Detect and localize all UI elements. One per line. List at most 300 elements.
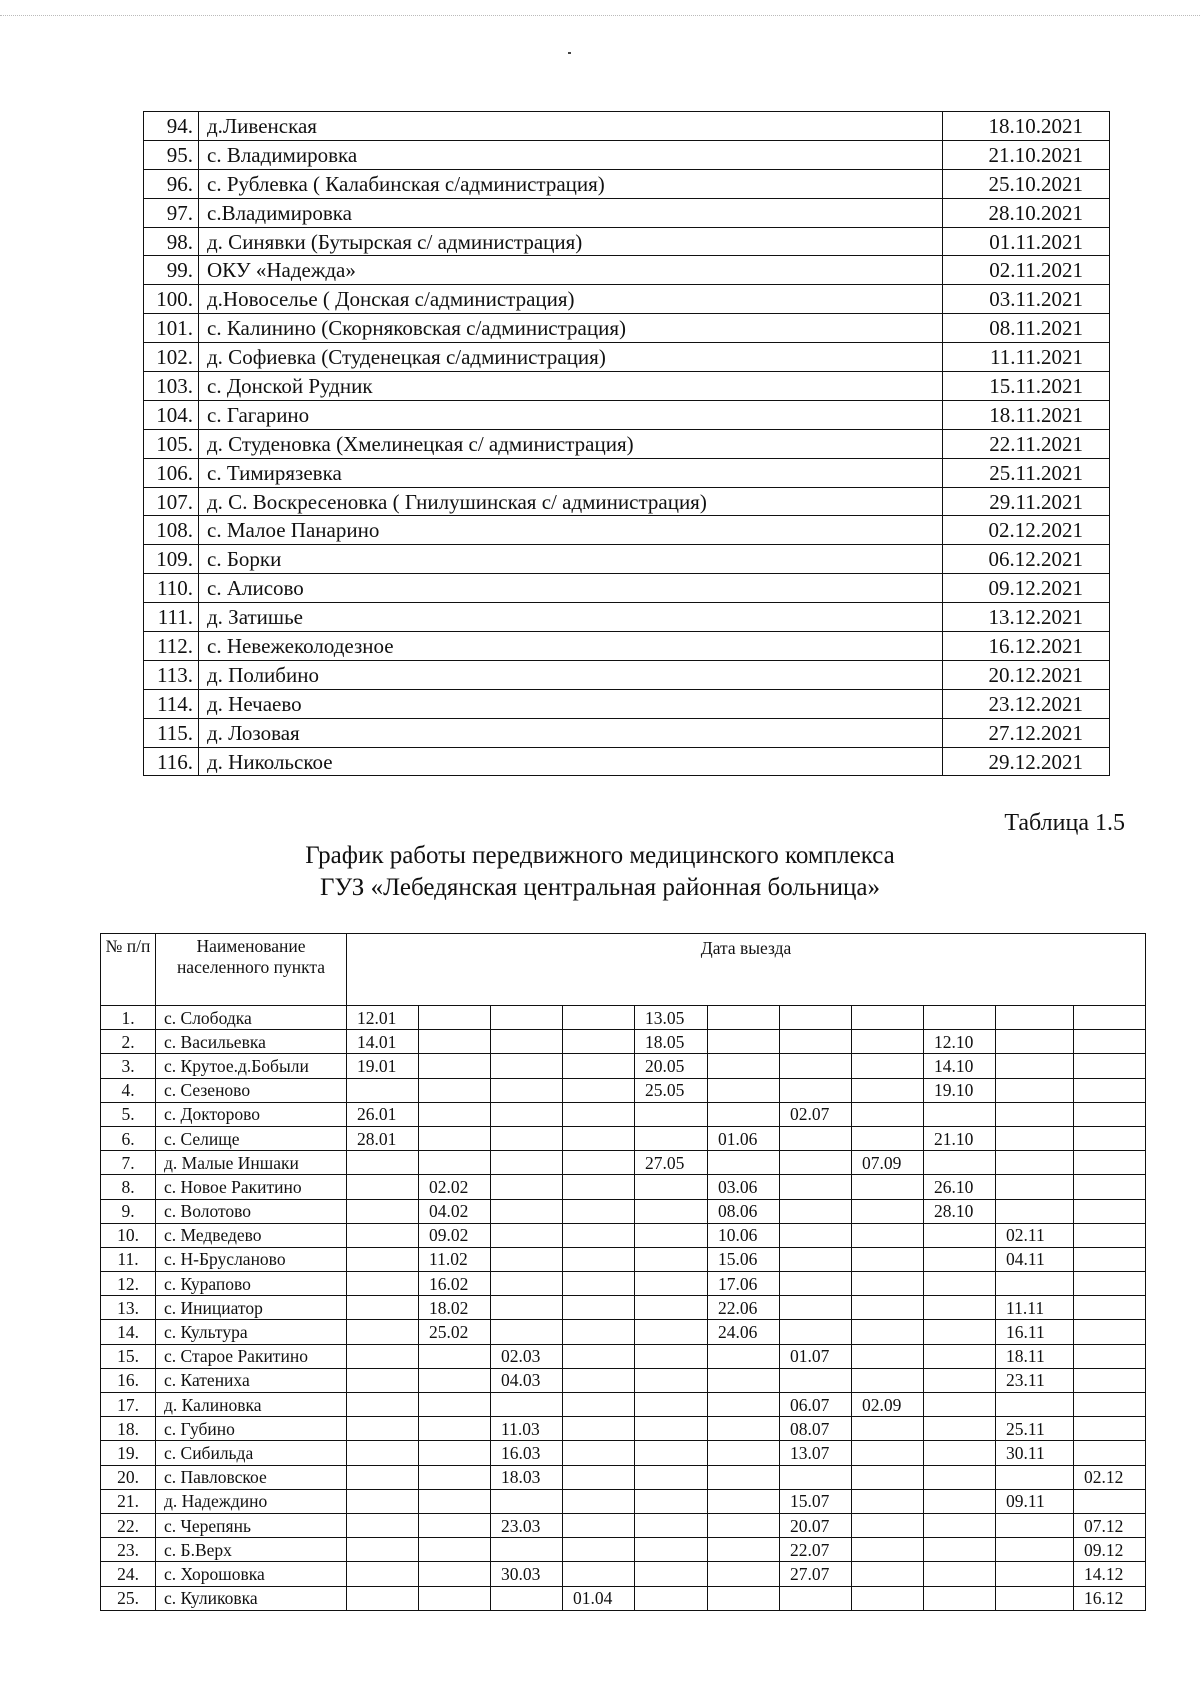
- date-cell: [1074, 1296, 1146, 1320]
- date-cell: [635, 1465, 708, 1489]
- header-dates: Дата выезда: [347, 934, 1146, 1006]
- table-row: [101, 1417, 1146, 1441]
- date-cell: [347, 1586, 419, 1610]
- settlement-name: с. Новое Ракитино: [156, 1175, 347, 1199]
- date-cell: 14.10: [924, 1054, 996, 1078]
- date-cell: [1074, 1417, 1146, 1441]
- date-cell: 09.02: [419, 1223, 491, 1247]
- date-cell: [780, 1151, 852, 1175]
- date-cell: [924, 1344, 996, 1368]
- date-cell: 28.10: [924, 1199, 996, 1223]
- row-number: 19.: [101, 1441, 156, 1465]
- date-cell: [635, 1586, 708, 1610]
- date-cell: [635, 1513, 708, 1537]
- schedule-title-line2: ГУЗ «Лебедянская центральная районная больница»: [319, 874, 881, 901]
- date-cell: [419, 1489, 491, 1513]
- settlement-name: с. Павловское: [156, 1465, 347, 1489]
- date-cell: [491, 1247, 563, 1271]
- date-cell: [708, 1586, 780, 1610]
- date-cell: [852, 1175, 924, 1199]
- visit-date: 23.12.2021: [943, 689, 1110, 718]
- row-number: 13.: [101, 1296, 156, 1320]
- date-cell: [635, 1175, 708, 1199]
- date-cell: 11.02: [419, 1247, 491, 1271]
- row-number: 101.: [144, 314, 199, 343]
- row-number: 106.: [144, 458, 199, 487]
- date-cell: [708, 1344, 780, 1368]
- row-number: 10.: [101, 1223, 156, 1247]
- date-cell: [924, 1006, 996, 1030]
- table-row: [144, 169, 1110, 198]
- settlement-name: д.Новоселье ( Донская с/администрация): [199, 285, 943, 314]
- row-number: 98.: [144, 227, 199, 256]
- visit-date: 25.11.2021: [943, 458, 1110, 487]
- date-cell: [563, 1223, 635, 1247]
- settlement-name: с. Слободка: [156, 1006, 347, 1030]
- date-cell: [491, 1078, 563, 1102]
- settlement-name: с. Рублевка ( Калабинская с/администрация): [199, 169, 943, 198]
- row-number: 112.: [144, 632, 199, 661]
- date-cell: 20.07: [780, 1513, 852, 1537]
- date-cell: [924, 1417, 996, 1441]
- settlement-name: д. Синявки (Бутырская с/ администрация): [199, 227, 943, 256]
- table-row: [101, 1465, 1146, 1489]
- settlement-name: с. Губино: [156, 1417, 347, 1441]
- date-cell: 26.01: [347, 1102, 419, 1126]
- settlement-name: с. Крутое.д.Бобыли: [156, 1054, 347, 1078]
- date-cell: [419, 1151, 491, 1175]
- date-cell: 01.07: [780, 1344, 852, 1368]
- date-cell: 13.05: [635, 1006, 708, 1030]
- date-cell: [852, 1489, 924, 1513]
- date-cell: [708, 1465, 780, 1489]
- visit-date: 02.12.2021: [943, 516, 1110, 545]
- date-cell: 08.07: [780, 1417, 852, 1441]
- date-cell: [635, 1368, 708, 1392]
- table-row: [101, 1538, 1146, 1562]
- row-number: 22.: [101, 1513, 156, 1537]
- date-cell: 17.06: [708, 1272, 780, 1296]
- date-cell: [924, 1320, 996, 1344]
- date-cell: [563, 1393, 635, 1417]
- date-cell: [708, 1417, 780, 1441]
- date-cell: [563, 1538, 635, 1562]
- date-cell: [635, 1247, 708, 1271]
- date-cell: [635, 1102, 708, 1126]
- date-cell: 26.10: [924, 1175, 996, 1199]
- table-row: [101, 1586, 1146, 1610]
- date-cell: [852, 1586, 924, 1610]
- table-row: [101, 1006, 1146, 1030]
- date-cell: [780, 1006, 852, 1030]
- date-cell: [852, 1368, 924, 1392]
- date-cell: [347, 1320, 419, 1344]
- date-cell: [924, 1368, 996, 1392]
- table-row: [101, 1272, 1146, 1296]
- visit-date: 03.11.2021: [943, 285, 1110, 314]
- row-number: 14.: [101, 1320, 156, 1344]
- settlement-name: д. Никольское: [199, 747, 943, 776]
- date-cell: [563, 1247, 635, 1271]
- date-cell: [1074, 1126, 1146, 1150]
- visit-date: 21.10.2021: [943, 140, 1110, 169]
- date-cell: [491, 1199, 563, 1223]
- date-cell: [563, 1151, 635, 1175]
- date-cell: [1074, 1247, 1146, 1271]
- settlement-name: с. Гагарино: [199, 400, 943, 429]
- row-number: 25.: [101, 1586, 156, 1610]
- table-row: [101, 1562, 1146, 1586]
- date-cell: [347, 1513, 419, 1537]
- date-cell: [347, 1247, 419, 1271]
- date-cell: [563, 1296, 635, 1320]
- table-row: [144, 198, 1110, 227]
- date-cell: [419, 1393, 491, 1417]
- table-row: [101, 1296, 1146, 1320]
- table-row: [144, 285, 1110, 314]
- date-cell: [1074, 1030, 1146, 1054]
- date-cell: 13.07: [780, 1441, 852, 1465]
- date-cell: [708, 1151, 780, 1175]
- date-cell: [708, 1393, 780, 1417]
- table-row: [101, 1102, 1146, 1126]
- date-cell: [708, 1030, 780, 1054]
- date-cell: 27.05: [635, 1151, 708, 1175]
- date-cell: [347, 1272, 419, 1296]
- date-cell: [996, 1078, 1074, 1102]
- row-number: 3.: [101, 1054, 156, 1078]
- schedule-title-line1: График работы передвижного медицинского комплекса: [305, 842, 895, 869]
- settlement-name: с. Б.Верх: [156, 1538, 347, 1562]
- date-cell: [635, 1320, 708, 1344]
- date-cell: [563, 1489, 635, 1513]
- date-cell: [852, 1344, 924, 1368]
- date-cell: [1074, 1006, 1146, 1030]
- table-row: [144, 256, 1110, 285]
- date-cell: [635, 1562, 708, 1586]
- date-cell: [491, 1054, 563, 1078]
- date-cell: [419, 1586, 491, 1610]
- date-cell: [1074, 1344, 1146, 1368]
- date-cell: [419, 1078, 491, 1102]
- row-number: 4.: [101, 1078, 156, 1102]
- settlement-name: с. Тимирязевка: [199, 458, 943, 487]
- row-number: 115.: [144, 718, 199, 747]
- date-cell: [419, 1513, 491, 1537]
- row-number: 5.: [101, 1102, 156, 1126]
- visit-date: 25.10.2021: [943, 169, 1110, 198]
- date-cell: [635, 1126, 708, 1150]
- date-cell: 01.04: [563, 1586, 635, 1610]
- date-cell: [852, 1441, 924, 1465]
- date-cell: 09.12: [1074, 1538, 1146, 1562]
- settlement-name: д. Малые Иншаки: [156, 1151, 347, 1175]
- row-number: 95.: [144, 140, 199, 169]
- date-cell: [347, 1223, 419, 1247]
- page-top-border: [0, 15, 1200, 16]
- date-cell: 22.06: [708, 1296, 780, 1320]
- date-cell: [924, 1151, 996, 1175]
- row-number: 24.: [101, 1562, 156, 1586]
- settlement-name: с. Алисово: [199, 574, 943, 603]
- date-cell: [635, 1489, 708, 1513]
- row-number: 108.: [144, 516, 199, 545]
- date-cell: [852, 1538, 924, 1562]
- date-cell: [1074, 1272, 1146, 1296]
- date-cell: [491, 1006, 563, 1030]
- date-cell: [780, 1054, 852, 1078]
- row-number: 21.: [101, 1489, 156, 1513]
- settlement-name: с. Культура: [156, 1320, 347, 1344]
- date-cell: [924, 1513, 996, 1537]
- date-cell: [780, 1247, 852, 1271]
- date-cell: [419, 1441, 491, 1465]
- visit-date: 09.12.2021: [943, 574, 1110, 603]
- date-cell: [419, 1368, 491, 1392]
- date-cell: [347, 1199, 419, 1223]
- row-number: 12.: [101, 1272, 156, 1296]
- date-cell: [1074, 1223, 1146, 1247]
- settlement-name: д.Ливенская: [199, 112, 943, 141]
- date-cell: [1074, 1368, 1146, 1392]
- header-name: Наименование населенного пункта: [156, 934, 347, 1006]
- date-cell: [852, 1006, 924, 1030]
- date-cell: 19.01: [347, 1054, 419, 1078]
- date-cell: 12.01: [347, 1006, 419, 1030]
- row-number: 20.: [101, 1465, 156, 1489]
- date-cell: [491, 1030, 563, 1054]
- settlement-name: с. Черепянь: [156, 1513, 347, 1537]
- row-number: 9.: [101, 1199, 156, 1223]
- row-number: 107.: [144, 487, 199, 516]
- settlement-name: д. Софиевка (Студенецкая с/администрация): [199, 343, 943, 372]
- date-cell: 08.06: [708, 1199, 780, 1223]
- date-cell: [780, 1368, 852, 1392]
- table-row: [101, 1078, 1146, 1102]
- date-cell: 02.02: [419, 1175, 491, 1199]
- scan-speck: [568, 52, 571, 54]
- settlement-name: с. Борки: [199, 545, 943, 574]
- date-cell: [1074, 1199, 1146, 1223]
- date-cell: 11.11: [996, 1296, 1074, 1320]
- date-cell: [708, 1368, 780, 1392]
- date-cell: [852, 1513, 924, 1537]
- date-cell: [852, 1247, 924, 1271]
- table-row: [101, 1247, 1146, 1271]
- date-cell: [347, 1538, 419, 1562]
- date-cell: 24.06: [708, 1320, 780, 1344]
- date-cell: [563, 1272, 635, 1296]
- date-cell: [563, 1368, 635, 1392]
- settlement-name: с. Хорошовка: [156, 1562, 347, 1586]
- visit-date: 16.12.2021: [943, 632, 1110, 661]
- settlement-name: с. Докторово: [156, 1102, 347, 1126]
- visit-date: 06.12.2021: [943, 545, 1110, 574]
- villages-schedule-body: [144, 112, 1110, 776]
- row-number: 114.: [144, 689, 199, 718]
- date-cell: [491, 1272, 563, 1296]
- date-cell: 25.02: [419, 1320, 491, 1344]
- row-number: 18.: [101, 1417, 156, 1441]
- visit-date: 20.12.2021: [943, 660, 1110, 689]
- date-cell: 02.12: [1074, 1465, 1146, 1489]
- date-cell: [852, 1320, 924, 1344]
- date-cell: 27.07: [780, 1562, 852, 1586]
- visit-date: 02.11.2021: [943, 256, 1110, 285]
- visit-date: 18.11.2021: [943, 400, 1110, 429]
- date-cell: [924, 1586, 996, 1610]
- row-number: 11.: [101, 1247, 156, 1271]
- table-row: [101, 1126, 1146, 1150]
- date-cell: [635, 1441, 708, 1465]
- table-row: [101, 1441, 1146, 1465]
- date-cell: 06.07: [780, 1393, 852, 1417]
- date-cell: [491, 1393, 563, 1417]
- settlement-name: с. Сибильда: [156, 1441, 347, 1465]
- date-cell: 14.12: [1074, 1562, 1146, 1586]
- date-cell: [924, 1489, 996, 1513]
- date-cell: [347, 1441, 419, 1465]
- date-cell: [852, 1054, 924, 1078]
- date-cell: [924, 1465, 996, 1489]
- date-cell: [491, 1538, 563, 1562]
- table-row: [144, 429, 1110, 458]
- date-cell: [924, 1296, 996, 1320]
- date-cell: [347, 1562, 419, 1586]
- date-cell: [924, 1272, 996, 1296]
- row-number: 103.: [144, 372, 199, 401]
- date-cell: [491, 1489, 563, 1513]
- date-cell: [419, 1562, 491, 1586]
- table-row: [144, 140, 1110, 169]
- date-cell: [852, 1417, 924, 1441]
- date-cell: [563, 1417, 635, 1441]
- date-cell: 18.11: [996, 1344, 1074, 1368]
- date-cell: [563, 1441, 635, 1465]
- settlement-name: д. Полибино: [199, 660, 943, 689]
- date-cell: 15.06: [708, 1247, 780, 1271]
- date-cell: [347, 1344, 419, 1368]
- row-number: 15.: [101, 1344, 156, 1368]
- date-cell: [635, 1296, 708, 1320]
- date-cell: [996, 1126, 1074, 1150]
- date-cell: 02.07: [780, 1102, 852, 1126]
- date-cell: [563, 1513, 635, 1537]
- table-row: [144, 545, 1110, 574]
- visit-date: 08.11.2021: [943, 314, 1110, 343]
- date-cell: [347, 1175, 419, 1199]
- date-cell: [347, 1393, 419, 1417]
- date-cell: [780, 1223, 852, 1247]
- date-cell: 30.11: [996, 1441, 1074, 1465]
- date-cell: [780, 1586, 852, 1610]
- date-cell: [996, 1513, 1074, 1537]
- settlement-name: д. Калиновка: [156, 1393, 347, 1417]
- date-cell: [1074, 1054, 1146, 1078]
- date-cell: [996, 1030, 1074, 1054]
- visit-date: 18.10.2021: [943, 112, 1110, 141]
- date-cell: [491, 1151, 563, 1175]
- date-cell: [852, 1126, 924, 1150]
- table-row: [144, 516, 1110, 545]
- settlement-name: с. Куликовка: [156, 1586, 347, 1610]
- date-cell: 02.03: [491, 1344, 563, 1368]
- date-cell: [491, 1223, 563, 1247]
- mobile-complex-schedule-body: [101, 1006, 1146, 1611]
- visit-date: 27.12.2021: [943, 718, 1110, 747]
- villages-schedule-table: [143, 111, 1110, 776]
- date-cell: [563, 1102, 635, 1126]
- settlement-name: с. Селище: [156, 1126, 347, 1150]
- settlement-name: с. Сезеново: [156, 1078, 347, 1102]
- table-row: [101, 1223, 1146, 1247]
- date-cell: [780, 1199, 852, 1223]
- date-cell: [635, 1223, 708, 1247]
- date-cell: [852, 1272, 924, 1296]
- date-cell: [419, 1054, 491, 1078]
- table-row: [101, 1199, 1146, 1223]
- row-number: 111.: [144, 603, 199, 632]
- settlement-name: д. Затишье: [199, 603, 943, 632]
- date-cell: [419, 1417, 491, 1441]
- date-cell: [924, 1538, 996, 1562]
- row-number: 17.: [101, 1393, 156, 1417]
- date-cell: [563, 1199, 635, 1223]
- date-cell: [708, 1489, 780, 1513]
- date-cell: [1074, 1441, 1146, 1465]
- row-number: 113.: [144, 660, 199, 689]
- table-row: [144, 718, 1110, 747]
- settlement-name: д. Лозовая: [199, 718, 943, 747]
- table-row: [144, 343, 1110, 372]
- date-cell: [635, 1272, 708, 1296]
- date-cell: [1074, 1320, 1146, 1344]
- table-row: [144, 603, 1110, 632]
- date-cell: [996, 1006, 1074, 1030]
- table-row: [144, 227, 1110, 256]
- date-cell: [635, 1199, 708, 1223]
- date-cell: [419, 1538, 491, 1562]
- date-cell: 14.01: [347, 1030, 419, 1054]
- date-cell: [635, 1393, 708, 1417]
- date-cell: 04.02: [419, 1199, 491, 1223]
- date-cell: [996, 1465, 1074, 1489]
- date-cell: 16.03: [491, 1441, 563, 1465]
- settlement-name: с.Владимировка: [199, 198, 943, 227]
- date-cell: [996, 1199, 1074, 1223]
- visit-date: 29.12.2021: [943, 747, 1110, 776]
- date-cell: [852, 1199, 924, 1223]
- row-number: 100.: [144, 285, 199, 314]
- row-number: 116.: [144, 747, 199, 776]
- date-cell: [563, 1054, 635, 1078]
- date-cell: [563, 1320, 635, 1344]
- date-cell: [780, 1296, 852, 1320]
- date-cell: 11.03: [491, 1417, 563, 1441]
- date-cell: [347, 1078, 419, 1102]
- settlement-name: д. С. Воскресеновка ( Гнилушинская с/ администрация): [199, 487, 943, 516]
- date-cell: [780, 1465, 852, 1489]
- date-cell: 03.06: [708, 1175, 780, 1199]
- visit-date: 15.11.2021: [943, 372, 1110, 401]
- table-row: [144, 689, 1110, 718]
- date-cell: 23.11: [996, 1368, 1074, 1392]
- settlement-name: с. Медведево: [156, 1223, 347, 1247]
- table-row: [144, 747, 1110, 776]
- date-cell: 12.10: [924, 1030, 996, 1054]
- date-cell: [563, 1344, 635, 1368]
- row-number: 7.: [101, 1151, 156, 1175]
